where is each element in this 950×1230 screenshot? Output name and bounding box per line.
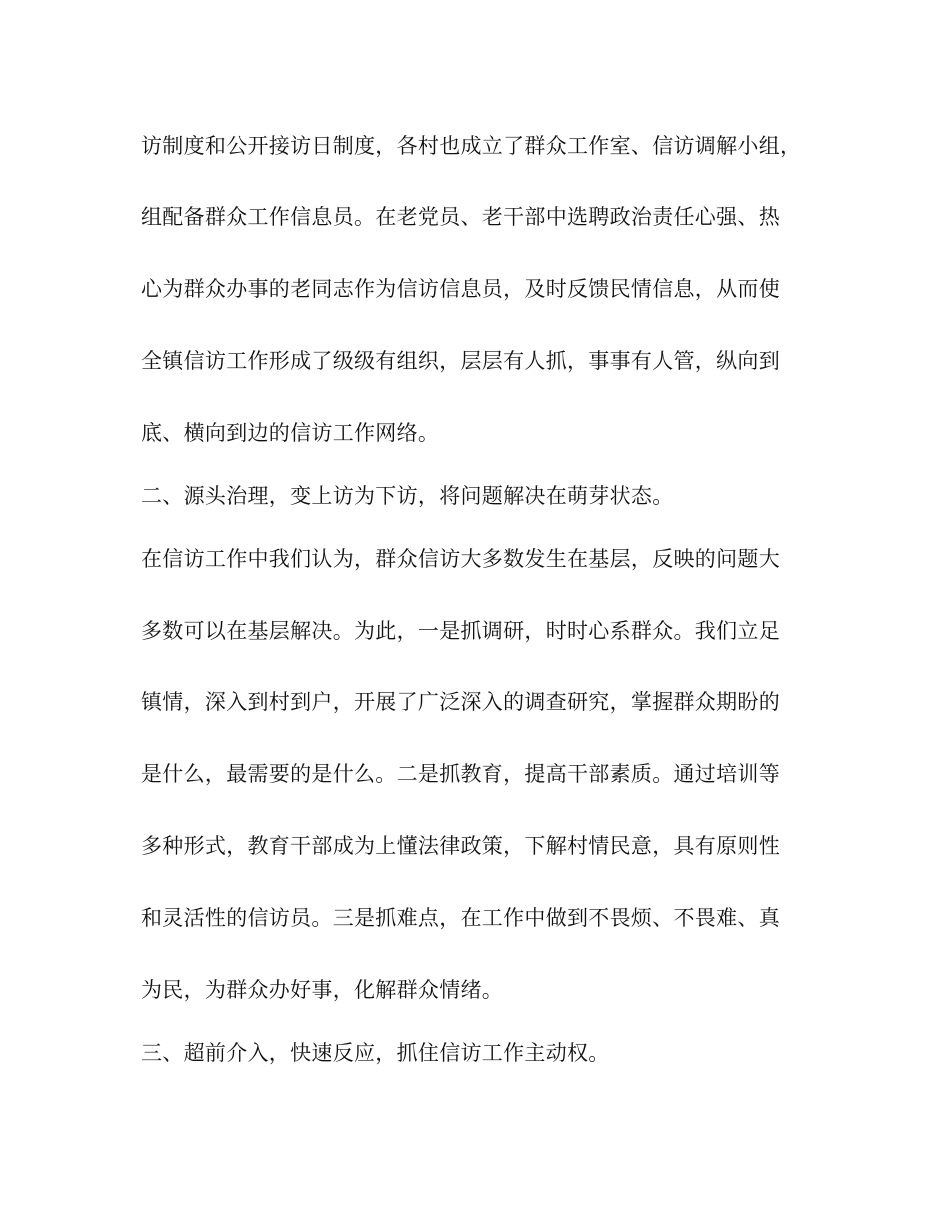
text-line: 多种形式，教育干部成为上懂法律政策，下解村情民意，具有原则性	[141, 834, 780, 858]
text-line: 多数可以在基层解决。为此，一是抓调研，时时心系群众。我们立足	[141, 619, 780, 643]
text-line: 为民，为群众办好事，化解群众情绪。	[141, 978, 504, 1002]
text-line: 和灵活性的信访员。三是抓难点，在工作中做到不畏烦、不畏难、真	[141, 906, 780, 930]
text-line: 心为群众办事的老同志作为信访信息员，及时反馈民情信息，从而使	[141, 277, 780, 301]
section-heading: 三、超前介入，快速反应，抓住信访工作主动权。	[141, 1041, 610, 1065]
section-heading: 二、源头治理，变上访为下访，将问题解决在萌芽状态。	[141, 484, 674, 508]
text-line: 底、横向到边的信访工作网络。	[141, 421, 440, 445]
text-line: 访制度和公开接访日制度，各村也成立了群众工作室、信访调解小组，	[141, 134, 802, 158]
text-line: 组配备群众工作信息员。在老党员、老干部中选聘政治责任心强、热	[141, 205, 780, 229]
text-line: 全镇信访工作形成了级级有组织，层层有人抓，事事有人管，纵向到	[141, 349, 780, 373]
text-line: 在信访工作中我们认为，群众信访大多数发生在基层，反映的问题大	[141, 547, 780, 571]
text-line: 镇情，深入到村到户，开展了广泛深入的调查研究，掌握群众期盼的	[141, 690, 780, 714]
text-line: 是什么，最需要的是什么。二是抓教育，提高干部素质。通过培训等	[141, 762, 780, 786]
